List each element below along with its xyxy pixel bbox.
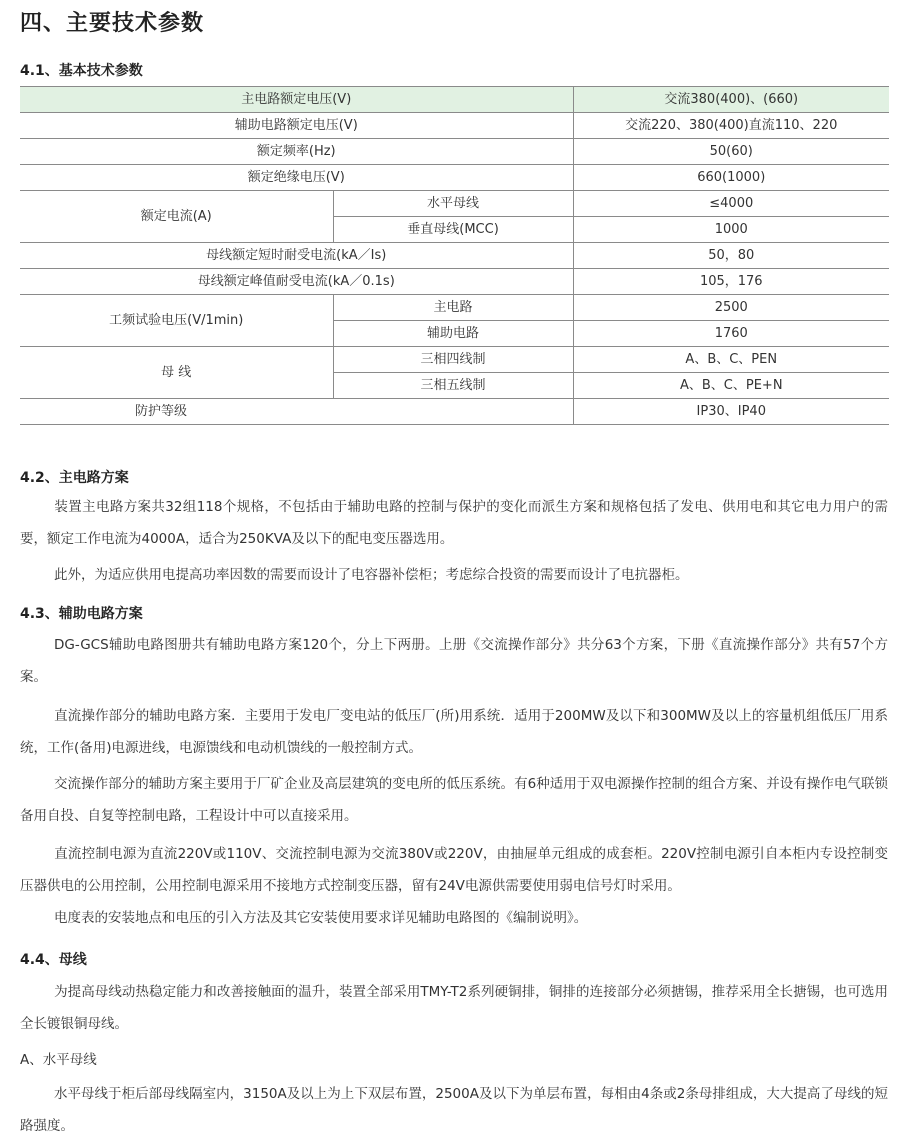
table-cell: 2500	[573, 295, 889, 321]
table-cell: 50，80	[573, 243, 889, 269]
paragraph	[20, 976, 888, 1040]
table-row	[20, 269, 889, 295]
table-cell: 1000	[573, 217, 889, 243]
paragraph-text: 装置主电路方案共32组118个规格，不包括由于辅助电路的控制与保护的变化而派生方案和规格包括了发电、供用电和其它电力用户的需要，额定工作电流为4000A，适合为250KVA及以下的配电变压器选用。	[20, 499, 888, 547]
paragraph-text: 交流操作部分的辅助方案主要用于厂矿企业及高层建筑的变电所的低压系统。有6种适用于双电源操作控制的组合方案、并设有操作电气联锁备用自投、自复等控制电路，工程设计中可以直接采用。	[20, 776, 888, 824]
table-row	[20, 399, 889, 425]
paragraph	[20, 768, 888, 832]
section-title-4-3: 4.3、辅助电路方案	[20, 606, 143, 622]
table-row	[20, 165, 889, 191]
table-cell: 三相五线制	[333, 373, 573, 399]
table-cell: ≤4000	[573, 191, 889, 217]
table-cell: 额定绝缘电压(V)	[20, 165, 573, 191]
table-cell: 额定频率(Hz)	[20, 139, 573, 165]
spec-table	[20, 86, 889, 425]
table-cell: 母线额定峰值耐受电流(kA／0.1s)	[20, 269, 573, 295]
table-cell: 防护等级	[20, 399, 573, 425]
paragraph	[20, 1078, 888, 1142]
table-cell: 50(60)	[573, 139, 889, 165]
table-cell: 105，176	[573, 269, 889, 295]
table-cell: 交流380(400)、(660)	[573, 87, 889, 113]
table-row	[20, 113, 889, 139]
paragraph-text: 电度表的安装地点和电压的引入方法及其它安装使用要求详见辅助电路图的《编制说明》。	[54, 910, 588, 926]
paragraph-text: 此外，为适应供用电提高功率因数的需要而设计了电容器补偿柜；考虑综合投资的需要而设计了电抗器柜。	[54, 567, 689, 583]
section-title-4-2: 4.2、主电路方案	[20, 470, 129, 486]
paragraph-text: 水平母线于柜后部母线隔室内，3150A及以上为上下双层布置，2500A及以下为单层布置，每相由4条或2条母排组成，大大提高了母线的短路强度。	[20, 1086, 888, 1134]
table-cell: 额定电流(A)	[20, 191, 333, 243]
table-cell: 工频试验电压(V/1min)	[20, 295, 333, 347]
page-heading: 四、主要技术参数	[20, 11, 205, 36]
paragraph	[20, 700, 888, 764]
paragraph	[20, 559, 888, 591]
table-row	[20, 243, 889, 269]
table-cell: 交流220、380(400)直流110、220	[573, 113, 889, 139]
table-cell: A、B、C、PEN	[573, 347, 889, 373]
section-title-4-4: 4.4、母线	[20, 952, 87, 968]
paragraph	[20, 629, 888, 693]
table-cell: 660(1000)	[573, 165, 889, 191]
table-cell: 水平母线	[333, 191, 573, 217]
paragraph	[20, 902, 888, 934]
paragraph-text: 为提高母线动热稳定能力和改善接触面的温升，装置全部采用TMY-T2系列硬铜排，铜排的连接部分必须搪锡，推荐采用全长搪锡，也可选用全长镀银铜母线。	[20, 984, 888, 1032]
table-cell: A、B、C、PE+N	[573, 373, 889, 399]
table-cell: 主电路额定电压(V)	[20, 87, 573, 113]
section-title-4-1: 4.1、基本技术参数	[20, 63, 143, 79]
subheading: A、水平母线	[20, 1052, 97, 1068]
table-cell: 辅助电路额定电压(V)	[20, 113, 573, 139]
table-row	[20, 139, 889, 165]
table-cell: 主电路	[333, 295, 573, 321]
table-row	[20, 347, 889, 373]
table-cell: 1760	[573, 321, 889, 347]
table-cell: 垂直母线(MCC)	[333, 217, 573, 243]
table-cell: 母线额定短时耐受电流(kA／Is)	[20, 243, 573, 269]
paragraph	[20, 838, 888, 902]
table-cell: IP30、IP40	[573, 399, 889, 425]
table-cell: 母 线	[20, 347, 333, 399]
table-cell: 三相四线制	[333, 347, 573, 373]
table-row	[20, 191, 889, 217]
table-cell: 辅助电路	[333, 321, 573, 347]
paragraph-text: DG-GCS辅助电路图册共有辅助电路方案120个，分上下两册。上册《交流操作部分》共分63个方案，下册《直流操作部分》共有57个方案。	[20, 637, 888, 685]
table-header-row	[20, 87, 889, 113]
paragraph-text: 直流操作部分的辅助电路方案．主要用于发电厂变电站的低压厂(所)用系统．适用于200MW及以下和300MW及以上的容量机组低压厂用系统，工作(备用)电源进线，电源馈线和电动机馈线的一般控制方式。	[20, 708, 888, 756]
table-row	[20, 295, 889, 321]
paragraph	[20, 491, 888, 555]
paragraph-text: 直流控制电源为直流220V或110V、交流控制电源为交流380V或220V，由抽屉单元组成的成套柜。220V控制电源引自本柜内专设控制变压器供电的公用控制，公用控制电源采用不接地方式控制变压器，留有24V电源供需要使用弱电信号灯时采用。	[20, 846, 888, 894]
